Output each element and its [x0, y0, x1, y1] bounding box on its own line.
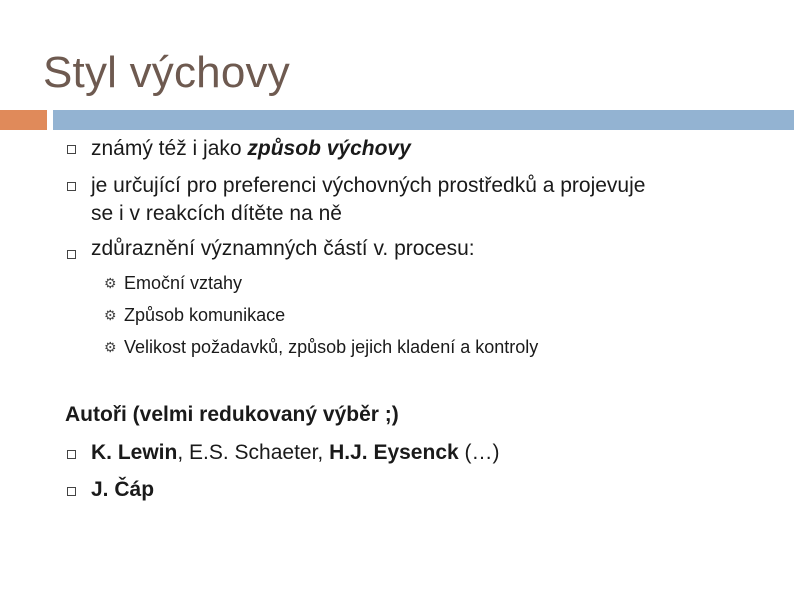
bullet-text-3: zdůraznění významných částí v. procesu: — [91, 237, 475, 260]
bullet-text-1 — [91, 133, 411, 165]
author-name-lewin: K. Lewin — [91, 441, 178, 464]
sub-bullet-icon: ⚙ — [104, 339, 117, 355]
author-line-1 — [91, 437, 500, 469]
sub-bullet-text-1: Emoční vztahy — [124, 273, 243, 293]
author-name-eysenck: H.J. Eysenck — [329, 441, 459, 464]
sub-bullet-text-2: Způsob komunikace — [124, 305, 286, 325]
author-line-1-middle: , E.S. Schaeter, — [177, 441, 330, 464]
bullet-1-prefix: známý též i jako — [91, 137, 248, 160]
accent-bar-orange — [0, 110, 47, 130]
bullet-square-icon — [67, 250, 76, 259]
bullet-square-icon — [67, 182, 76, 191]
bullet-square-icon — [67, 145, 76, 154]
author-line-1-end: (…) — [458, 441, 500, 464]
authors-heading: Autoři (velmi redukovaný výběr ;) — [65, 403, 399, 426]
slide-title: Styl výchovy — [43, 48, 290, 97]
bullet-text-2-line-1: je určující pro preferenci výchovných prostředků a projevuje — [91, 174, 646, 197]
author-line-2: J. Čáp — [91, 478, 155, 501]
accent-bar-blue — [53, 110, 794, 130]
sub-bullet-text-3: Velikost požadavků, způsob jejich kladení a kontroly — [124, 337, 539, 357]
bullet-1-emphasis: způsob výchovy — [247, 137, 411, 160]
bullet-square-icon — [67, 487, 76, 496]
sub-bullet-icon: ⚙ — [104, 307, 117, 323]
sub-bullet-icon: ⚙ — [104, 275, 117, 291]
bullet-square-icon — [67, 450, 76, 459]
bullet-text-2-line-2: se i v reakcích dítěte na ně — [91, 202, 342, 225]
